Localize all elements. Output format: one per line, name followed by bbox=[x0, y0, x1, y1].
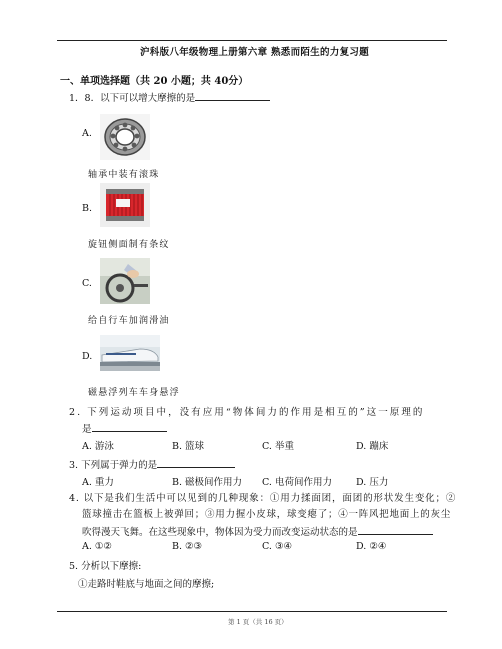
question-1-text: 1．8．以下可以增大摩擦的是 bbox=[69, 93, 196, 104]
question-4-text-end: 吹得漫天飞舞。在这些现象中，物体因为受力而改变运动状态的是 bbox=[82, 527, 358, 538]
option-d-letter: D. bbox=[82, 351, 93, 362]
answer-blank[interactable] bbox=[157, 457, 235, 468]
page-number: 第 1 页（共 16 页） bbox=[228, 618, 288, 626]
option-c-caption: 给自行车加润滑油 bbox=[88, 316, 170, 326]
question-2-stem-line-2 bbox=[82, 421, 167, 437]
q3-option-d[interactable]: D. 压力 bbox=[356, 477, 389, 488]
answer-blank[interactable] bbox=[195, 90, 270, 101]
header-rule bbox=[57, 40, 447, 41]
question-3-stem bbox=[69, 457, 235, 473]
bearing-image bbox=[100, 114, 150, 160]
option-c-letter: C. bbox=[82, 278, 92, 289]
q3-option-b[interactable]: B. 磁极间作用力 bbox=[172, 477, 243, 488]
q3-option-a[interactable]: A. 重力 bbox=[82, 477, 114, 488]
question-4-line-3 bbox=[82, 524, 433, 540]
q2-option-c[interactable]: C. 举重 bbox=[262, 441, 294, 452]
answer-blank[interactable] bbox=[358, 524, 433, 535]
answer-blank[interactable] bbox=[92, 421, 167, 432]
option-b-caption: 旋钮侧面制有条纹 bbox=[88, 240, 170, 250]
question-2-stem-line-1: 2. 下列运动项目中，没有应用“物体间力的作用是相互的”这一原理的 bbox=[69, 407, 425, 418]
question-3-text: 3. 下列属于弹力的是 bbox=[69, 460, 158, 471]
q4-option-b[interactable]: B. ②③ bbox=[172, 541, 203, 552]
q3-option-c[interactable]: C. 电荷间作用力 bbox=[262, 477, 332, 488]
option-d-caption: 磁悬浮列车车身悬浮 bbox=[88, 388, 180, 398]
question-1-stem bbox=[69, 90, 270, 106]
q2-option-b[interactable]: B. 篮球 bbox=[172, 441, 205, 452]
question-5-item-1: ①走路时鞋底与地面之间的摩擦; bbox=[78, 579, 215, 590]
q4-option-c[interactable]: C. ③④ bbox=[262, 541, 293, 552]
bicycle-oil-image bbox=[100, 258, 150, 304]
q2-option-d[interactable]: D. 蹦床 bbox=[356, 441, 389, 452]
knob-image bbox=[100, 183, 150, 227]
question-2-text-end: 是 bbox=[82, 424, 92, 435]
question-4-line-2: 篮球撞击在篮板上被弹回；③用力握小皮球，球变瘪了；④一阵风把地面上的灰尘 bbox=[82, 509, 452, 520]
option-b-letter: B. bbox=[82, 203, 93, 214]
q4-option-d[interactable]: D. ②④ bbox=[356, 541, 387, 552]
q2-option-a[interactable]: A. 游泳 bbox=[82, 441, 114, 452]
question-5-stem: 5. 分析以下摩擦: bbox=[69, 561, 142, 572]
q4-option-a[interactable]: A. ①② bbox=[82, 541, 112, 552]
page-title: 沪科版八年级物理上册第六章 熟悉而陌生的力复习题 bbox=[140, 47, 370, 58]
maglev-train-image bbox=[100, 335, 160, 371]
option-a-caption: 轴承中装有滚珠 bbox=[88, 170, 160, 180]
option-a-letter: A. bbox=[82, 128, 92, 139]
question-4-line-1: 4. 以下是我们生活中可以见到的几种现象：①用力揉面团，面团的形状发生变化；② bbox=[69, 493, 457, 504]
section-heading: 一、单项选择题（共 20 小题；共 40分） bbox=[60, 76, 249, 87]
footer-rule bbox=[57, 611, 447, 612]
